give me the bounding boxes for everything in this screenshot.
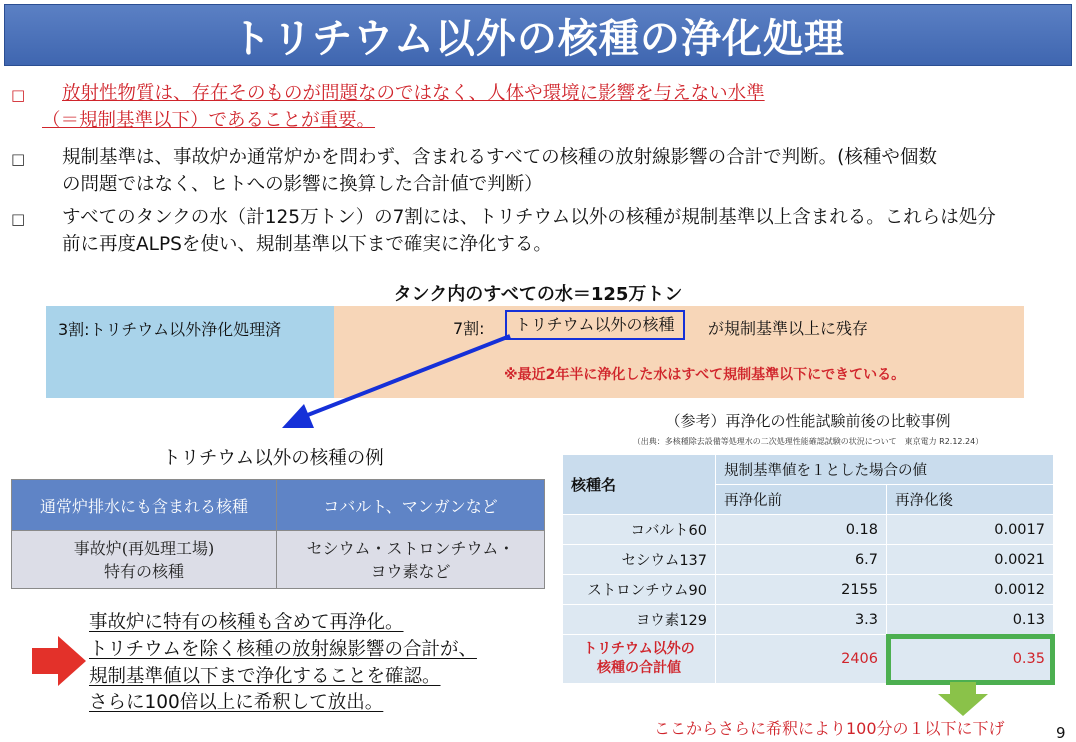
tank-heading: タンク内のすべての水＝125万トン <box>393 284 683 305</box>
row-after: 0.0021 <box>887 545 1054 575</box>
tank-untreated-suffix: が規制基準以上に残存 <box>708 319 869 338</box>
bullet-marker-3: □ <box>11 210 26 228</box>
total-after-highlight: 0.35 <box>887 635 1054 684</box>
conclusion-line-4: さらに100倍以上に希釈して放出。 <box>89 692 384 713</box>
examples-table <box>11 479 545 589</box>
row-name: ヨウ素129 <box>563 605 716 635</box>
row-name: ストロンチウム90 <box>563 575 716 605</box>
bullet-marker-1: □ <box>11 86 26 104</box>
table-row <box>563 545 1054 575</box>
examples-heading: トリチウム以外の核種の例 <box>162 448 384 469</box>
table-row <box>563 605 1054 635</box>
conclusion-line-3: 規制基準値以下まで浄化することを確認。 <box>89 666 441 687</box>
reference-heading: （参考）再浄化の性能試験前後の比較事例 <box>665 412 951 430</box>
examples-cell-accident-nuclides: セシウム・ストロンチウム・ ヨウ素など <box>277 531 545 589</box>
green-down-arrow-icon <box>936 682 990 718</box>
row-after: 0.0017 <box>887 515 1054 545</box>
row-before: 6.7 <box>716 545 887 575</box>
tank-untreated-prefix: 7割: <box>453 319 485 338</box>
row-name: セシウム137 <box>563 545 716 575</box>
red-arrow-icon <box>30 634 88 688</box>
tank-note: ※最近2年半に浄化した水はすべて規制基準以下にできている。 <box>504 367 906 383</box>
col-header-before: 再浄化前 <box>716 485 887 515</box>
tank-treated-label: 3割:トリチウム以外浄化処理済 <box>58 320 282 339</box>
examples-cell-accident-type: 事故炉(再処理工場) 特有の核種 <box>12 531 277 589</box>
footer-note: ここからさらに希釈により100分の１以下に下げ <box>654 719 1005 738</box>
reference-source: （出典：多核種除去設備等処理水の二次処理性能確認試験の状況について 東京電力 R2.12.24） <box>632 437 984 446</box>
examples-cell-common-type: 通常炉排水にも含まれる核種 <box>12 480 277 531</box>
blue-arrow-icon <box>260 330 520 440</box>
bullet-1-line-2: （＝規制基準以下）であることが重要。 <box>42 110 376 131</box>
page-title: トリチウム以外の核種の浄化処理 <box>4 4 1072 66</box>
row-after: 0.13 <box>887 605 1054 635</box>
row-before: 0.18 <box>716 515 887 545</box>
col-header-name: 核種名 <box>563 455 716 515</box>
tank-nuclide-box: トリチウム以外の核種 <box>505 310 685 340</box>
conclusion-line-2: トリチウムを除く核種の放射線影響の合計が、 <box>89 639 477 660</box>
col-header-group: 規制基準値を１とした場合の値 <box>716 455 1054 485</box>
row-after: 0.0012 <box>887 575 1054 605</box>
row-before: 2155 <box>716 575 887 605</box>
examples-cell-common-nuclides: コバルト、マンガンなど <box>277 480 545 531</box>
page-number: 9 <box>1056 724 1066 742</box>
bullet-3-line-1: すべてのタンクの水（計125万トン）の7割には、トリチウム以外の核種が規制基準以上含まれる。これらは処分 <box>62 207 996 228</box>
row-before: 3.3 <box>716 605 887 635</box>
bullet-1-line-1: 放射性物質は、存在そのものが問題なのではなく、人体や環境に影響を与えない水準 <box>62 83 765 104</box>
table-row <box>563 575 1054 605</box>
bullet-3-line-2: 前に再度ALPSを使い、規制基準以下まで確実に浄化する。 <box>62 234 552 255</box>
total-before: 2406 <box>716 635 887 684</box>
tank-bar <box>46 306 1024 398</box>
total-row-name: トリチウム以外の 核種の合計値 <box>563 635 716 684</box>
bullet-marker-2: □ <box>11 150 26 168</box>
bullet-2-line-2: の問題ではなく、ヒトへの影響に換算した合計値で判断） <box>62 174 543 195</box>
conclusion-line-1: 事故炉に特有の核種も含めて再浄化。 <box>89 612 404 633</box>
total-row <box>563 635 1054 684</box>
comparison-table <box>562 454 1054 684</box>
col-header-after: 再浄化後 <box>887 485 1054 515</box>
bullet-2-line-1: 規制基準は、事故炉か通常炉かを問わず、含まれるすべての核種の放射線影響の合計で判断。(核種や個数 <box>62 147 937 168</box>
row-name: コバルト60 <box>563 515 716 545</box>
table-row <box>563 515 1054 545</box>
